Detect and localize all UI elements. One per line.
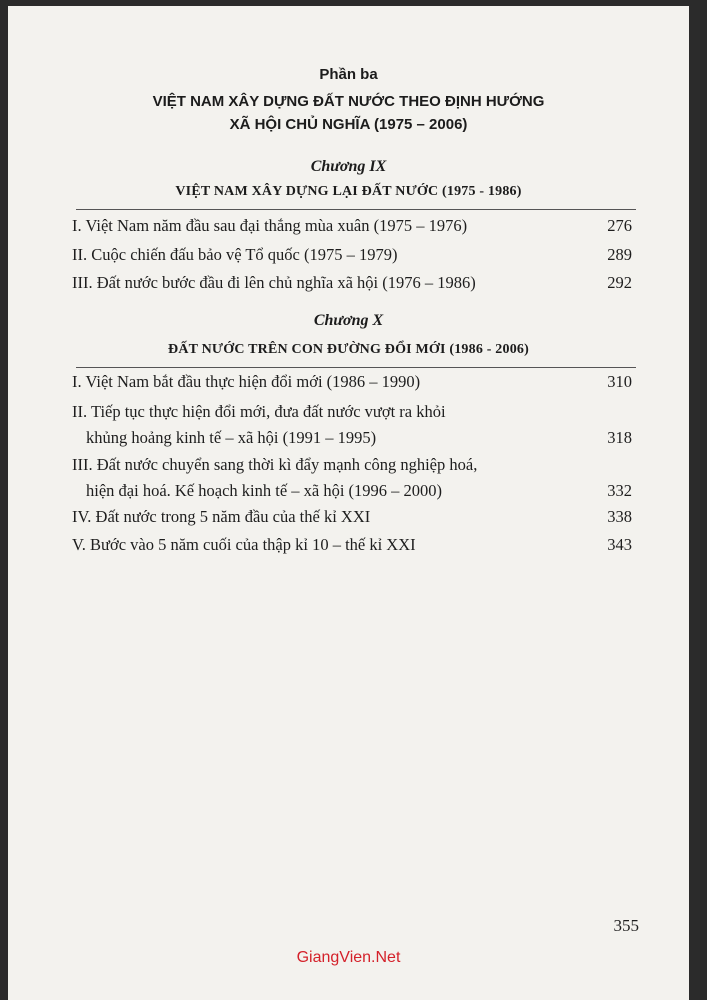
toc-entry-line1: III. Đất nước chuyển sang thời kì đẩy mạnh công nghiệp hoá, <box>72 455 478 474</box>
toc-entry-line2: khủng hoảng kinh tế – xã hội (1991 – 1995) <box>86 428 377 447</box>
toc-entry-text: I. Việt Nam bắt đầu thực hiện đổi mới (1986 – 1990) <box>72 372 421 391</box>
toc-entry-page: 343 <box>607 535 632 554</box>
toc-entry[interactable] <box>72 532 632 558</box>
toc-entry-page: 289 <box>607 245 632 264</box>
chapter-10-label: Chương X <box>313 312 384 329</box>
toc-entry-text <box>72 452 632 504</box>
toc-entry[interactable] <box>72 369 632 395</box>
toc-entry-page: 310 <box>607 372 632 391</box>
page-number: 355 <box>613 916 639 935</box>
toc-entry[interactable] <box>72 504 632 530</box>
toc-entry[interactable] <box>72 452 632 504</box>
toc-entry-line2: hiện đại hoá. Kế hoạch kinh tế – xã hội (1996 – 2000) <box>86 481 443 500</box>
toc-entry-page: 318 <box>607 428 632 447</box>
chapter-9-divider <box>76 209 636 210</box>
toc-entry[interactable] <box>72 242 632 268</box>
toc-entry-text: III. Đất nước bước đầu đi lên chủ nghĩa xã hội (1976 – 1986) <box>72 273 476 292</box>
toc-entry-line1: II. Tiếp tục thực hiện đổi mới, đưa đất nước vượt ra khỏi <box>72 402 446 421</box>
toc-entry-text <box>72 399 632 451</box>
toc-entry-page: 276 <box>607 216 632 235</box>
toc-entry-text: II. Cuộc chiến đấu bảo vệ Tổ quốc (1975 – 1979) <box>72 245 398 264</box>
toc-entry-page: 332 <box>607 481 632 500</box>
toc-entry[interactable] <box>72 270 632 296</box>
part-title-line2: XÃ HỘI CHỦ NGHĨA (1975 – 2006) <box>229 116 468 133</box>
toc-entry-text: V. Bước vào 5 năm cuối của thập kỉ 10 – thế kỉ XXI <box>72 535 416 554</box>
toc-entry[interactable] <box>72 213 632 239</box>
toc-entry-page: 338 <box>607 507 632 526</box>
part-label: Phần ba <box>319 66 378 83</box>
toc-entry-text: I. Việt Nam năm đầu sau đại thắng mùa xuân (1975 – 1976) <box>72 216 468 235</box>
chapter-9-label: Chương IX <box>310 158 387 175</box>
toc-entry[interactable] <box>72 399 632 451</box>
toc-entry-text: IV. Đất nước trong 5 năm đầu của thế kỉ XXI <box>72 507 371 526</box>
chapter-10-divider <box>76 367 636 368</box>
part-title-line1: VIỆT NAM XÂY DỰNG ĐẤT NƯỚC THEO ĐỊNH HƯỚNG <box>152 93 545 110</box>
book-page <box>8 6 689 1000</box>
chapter-10-title: ĐẤT NƯỚC TRÊN CON ĐƯỜNG ĐỔI MỚI (1986 - 2006) <box>168 342 529 357</box>
chapter-9-title: VIỆT NAM XÂY DỰNG LẠI ĐẤT NƯỚC (1975 - 1986) <box>175 184 522 199</box>
toc-entry-page: 292 <box>607 273 632 292</box>
watermark-text: GiangVien.Net <box>296 949 401 966</box>
